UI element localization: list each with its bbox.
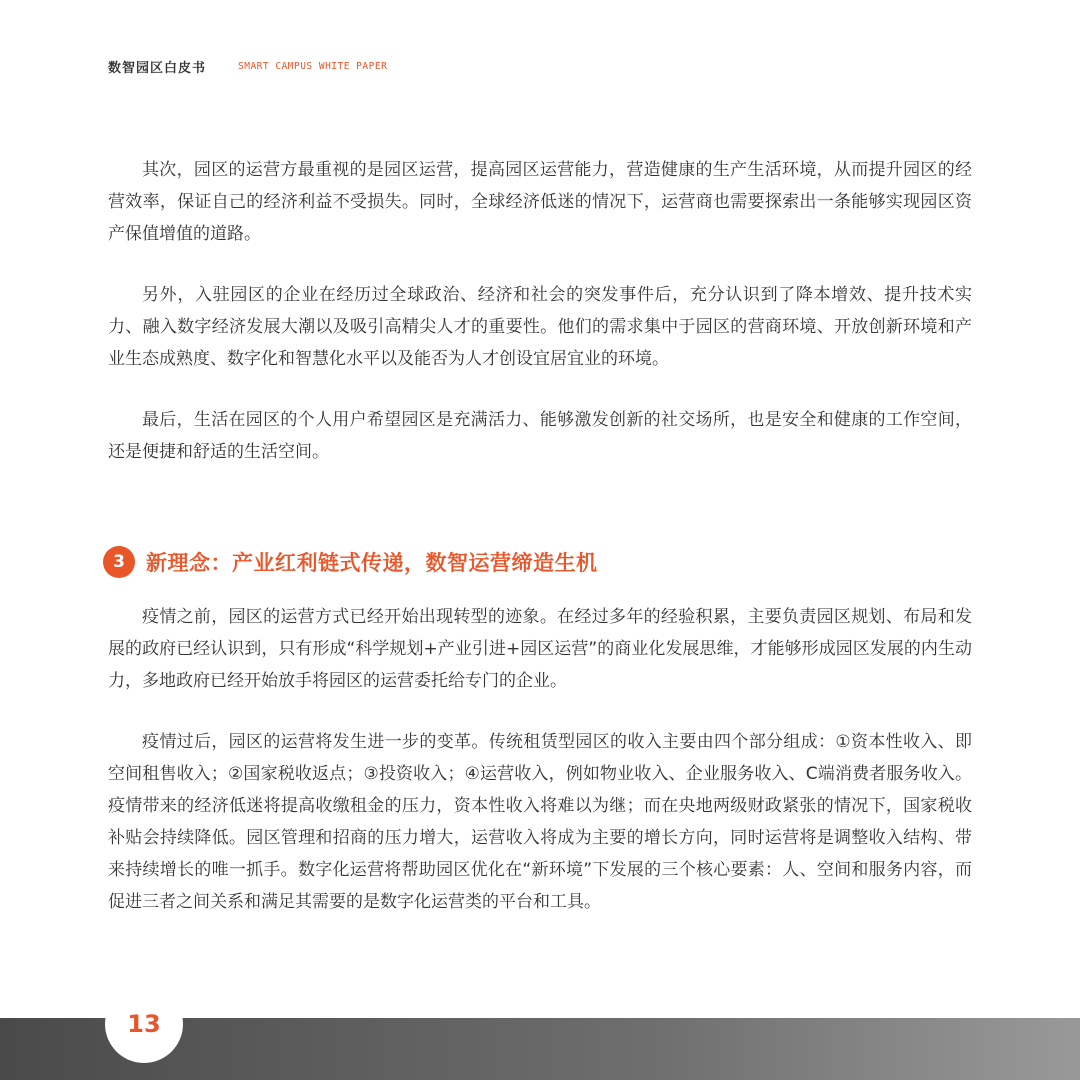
header-title-cn: 数智园区白皮书: [108, 60, 207, 76]
running-header: [108, 56, 387, 76]
paragraph: 另外，入驻园区的企业在经历过全球政治、经济和社会的突发事件后，充分认识到了降本增效、提升技术实力、融入数字经济发展大潮以及吸引高精尖人才的重要性。他们的需求集中于园区的营商环境、开放创新环境和产业生态成熟度、数字化和智慧化水平以及能否为人才创设宜居宜业的环境。: [108, 285, 972, 369]
header-title-en: SMART CAMPUS WHITE PAPER: [238, 60, 388, 72]
section-title: 新理念：产业红利链式传递，数智运营缔造生机: [146, 551, 598, 575]
paragraph: 疫情过后，园区的运营将发生进一步的变革。传统租赁型园区的收入主要由四个部分组成：①资本性收入、即空间租售收入；②国家税收返点；③投资收入；④运营收入，例如物业收入、企业服务收入、C端消费者服务收入。疫情带来的经济低迷将提高收缴租金的压力，资本性收入将难以为继；而在央地两级财政紧张的情况下，国家税收补贴会持续降低。园区管理和招商的压力增大，运营收入将成为主要的增长方向，同时运营将是调整收入结构、带来持续增长的唯一抓手。数字化运营将帮助园区优化在“新环境”下发展的三个核心要素：人、空间和服务内容，而促进三者之间关系和满足其需要的是数字化运营类的平台和工具。: [108, 732, 972, 912]
intro-text-block: [108, 154, 972, 468]
section-text-block: [108, 601, 972, 918]
page-number: 13: [127, 1010, 161, 1038]
section-heading: [103, 546, 598, 578]
section-number-badge: 3: [103, 546, 135, 578]
paragraph: 其次，园区的运营方最重视的是园区运营，提高园区运营能力，营造健康的生产生活环境，从而提升园区的经营效率，保证自己的经济利益不受损失。同时，全球经济低迷的情况下，运营商也需要探索出一条能够实现园区资产保值增值的道路。: [108, 160, 972, 244]
page-number-circle: [105, 985, 183, 1063]
paragraph: 最后，生活在园区的个人用户希望园区是充满活力、能够激发创新的社交场所，也是安全和健康的工作空间，还是便捷和舒适的生活空间。: [108, 410, 972, 462]
paragraph: 疫情之前，园区的运营方式已经开始出现转型的迹象。在经过多年的经验积累，主要负责园区规划、布局和发展的政府已经认识到，只有形成“科学规划+产业引进+园区运营”的商业化发展思维，才能够形成园区发展的内生动力，多地政府已经开始放手将园区的运营委托给专门的企业。: [108, 607, 972, 691]
